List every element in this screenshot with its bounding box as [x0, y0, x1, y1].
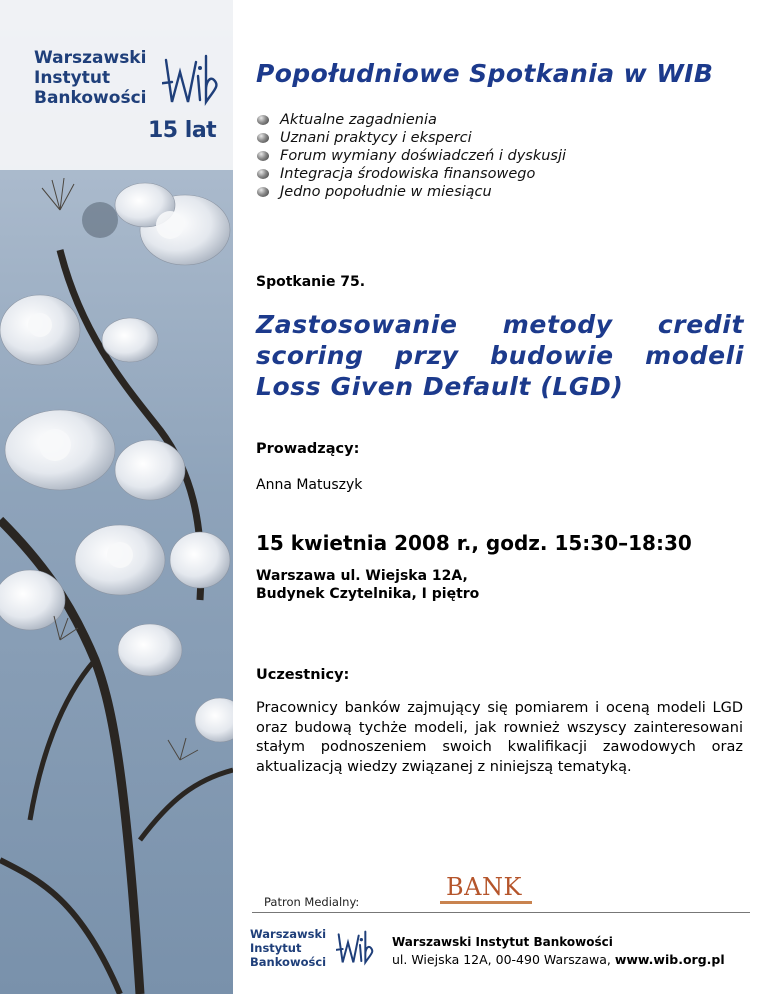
wib-logo-line-2: Instytut: [34, 68, 111, 88]
participants-label: Uczestnicy:: [256, 667, 350, 683]
footer-wib-logo: [250, 927, 390, 981]
footer-address: [392, 952, 725, 967]
list-item-text: Uznani praktycy i eksperci: [280, 130, 472, 146]
footer-divider: [252, 912, 750, 913]
list-item: [256, 183, 566, 201]
bullet-icon: [257, 115, 269, 125]
bullet-icon: [257, 133, 269, 143]
list-item: [256, 111, 566, 129]
wib-logo-line-3: Bankowości: [34, 88, 147, 108]
lecture-topic: Zastosowanie metody credit scoring przy budowie modeli Loss Given Default (LGD): [256, 310, 744, 401]
host-name: Anna Matuszyk: [256, 477, 363, 493]
host-label: Prowadzący:: [256, 441, 360, 457]
footer-org-name: Warszawski Instytut Bankowości: [392, 935, 613, 949]
event-date: 15 kwietnia 2008 r., godz. 15:30–18:30: [256, 531, 692, 555]
wib-logo: [22, 48, 222, 158]
list-item-text: Integracja środowiska finansowego: [280, 166, 536, 182]
wib-logo-line-1: Warszawski: [34, 48, 147, 68]
list-item: [256, 147, 566, 165]
bank-logo: BANK: [446, 873, 522, 901]
list-item: [256, 165, 566, 183]
event-place-line-1: Warszawa ul. Wiejska 12A,: [256, 568, 468, 584]
wib-anniversary: 15 lat: [148, 118, 217, 143]
feature-list: [256, 111, 566, 201]
footer-logo-line-3: Bankowości: [250, 955, 327, 969]
list-item-text: Jedno popołudnie w miesiącu: [280, 184, 492, 200]
footer-logo-line-2: Instytut: [250, 941, 302, 955]
meeting-number: Spotkanie 75.: [256, 274, 366, 290]
list-item: [256, 129, 566, 147]
footer-website-link[interactable]: www.wib.org.pl: [614, 952, 725, 967]
list-item-text: Aktualne zagadnienia: [280, 112, 437, 128]
bank-logo-underline: [440, 901, 532, 904]
footer-address-text: ul. Wiejska 12A, 00-490 Warszawa,: [392, 952, 611, 967]
bullet-icon: [257, 151, 269, 161]
wib-signature-icon: [162, 50, 222, 120]
event-place-line-2: Budynek Czytelnika, I piętro: [256, 586, 480, 602]
page-title: Popołudniowe Spotkania w WIB: [256, 59, 714, 88]
participants-text: Pracownicy banków zajmujący się pomiarem i oceną modeli LGD oraz budową tychże modeli, jak rownież wszyscy zainteresowani stałym podnoszeniem swoich kwalifikacji zawodowych oraz aktualizacją wiedzy związanej z niniejszą tematyką.: [256, 700, 743, 775]
footer-logo-line-1: Warszawski: [250, 927, 327, 941]
patron-label: Patron Medialny:: [264, 895, 360, 909]
wib-logo-text: [34, 48, 146, 108]
list-item-text: Forum wymiany doświadczeń i dyskusji: [280, 148, 567, 164]
bullet-icon: [257, 169, 269, 179]
footer-wib-signature-icon: [336, 927, 376, 975]
bullet-icon: [257, 187, 269, 197]
event-place: [256, 567, 479, 603]
footer-wib-logo-text: [250, 927, 326, 969]
